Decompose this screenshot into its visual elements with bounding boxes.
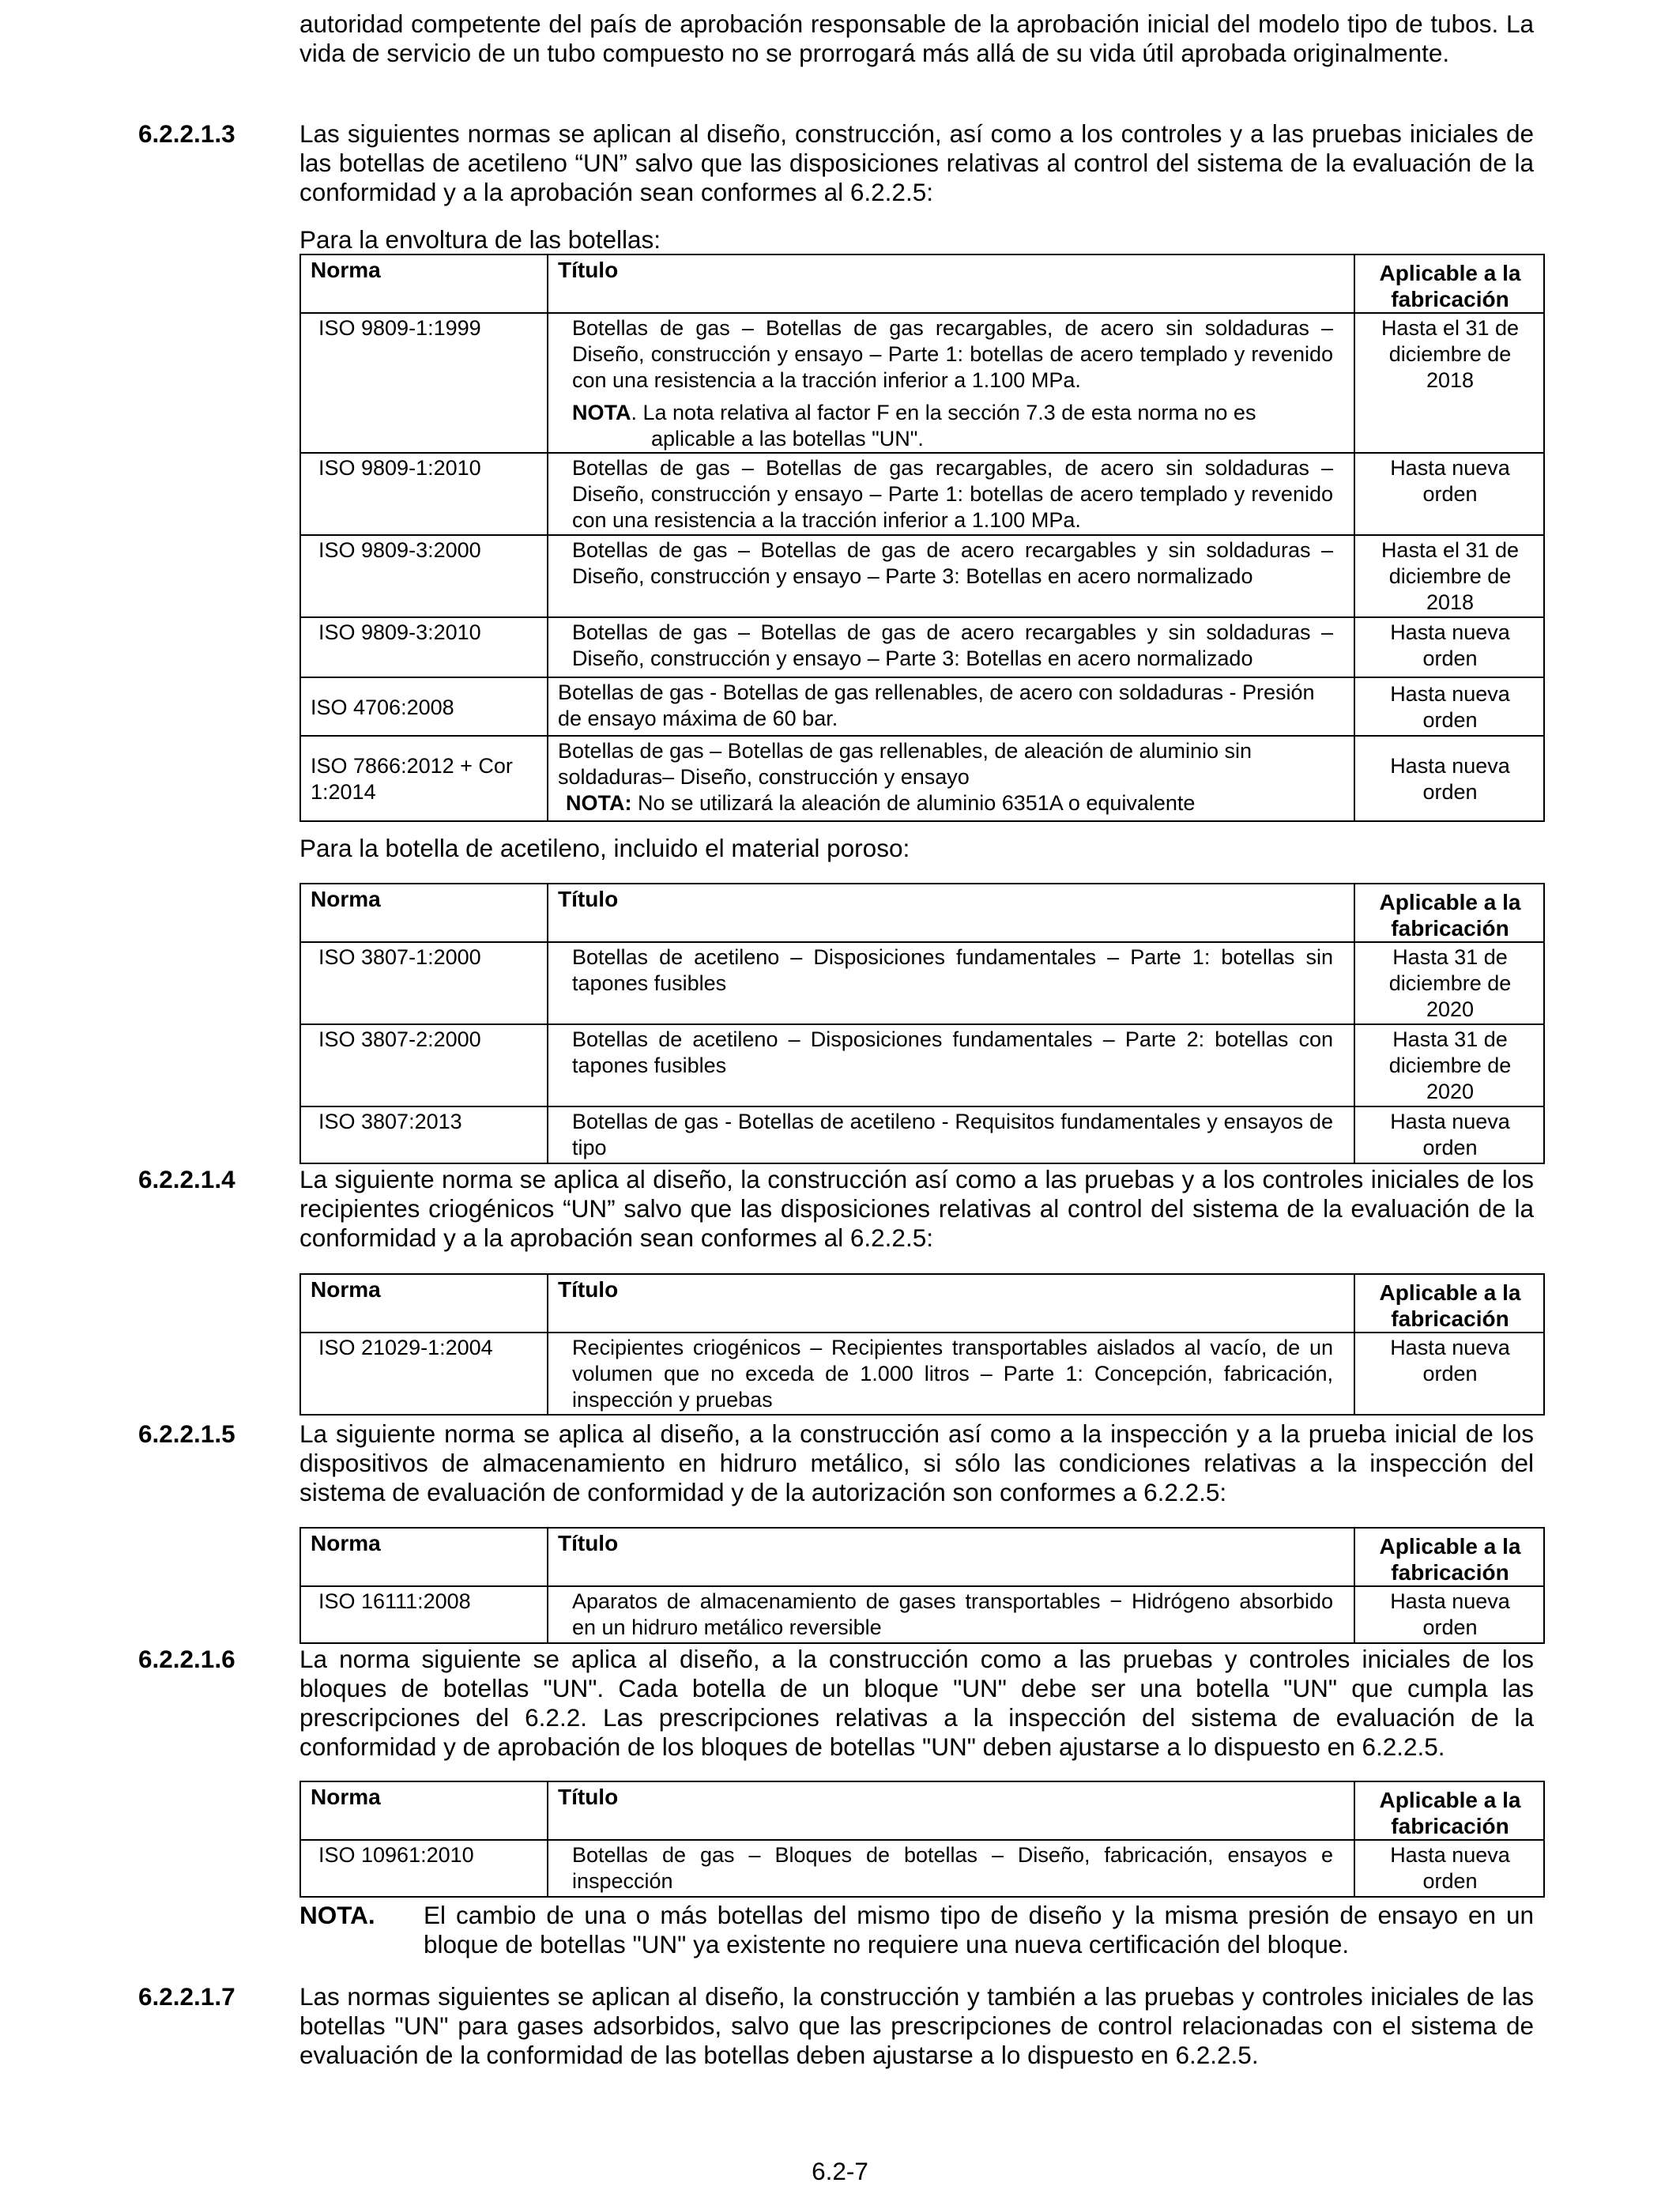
- norma-cell: ISO 3807-1:2000: [300, 942, 548, 1024]
- table-header-row: [300, 1528, 1544, 1586]
- row-note: [558, 791, 1195, 815]
- table-row: [300, 535, 1544, 617]
- aplicable-cell: Hasta nueva orden: [1354, 1586, 1544, 1643]
- titulo-cell: Botellas de gas – Botellas de gas de acero recargables y sin soldaduras – Diseño, construcción y ensayo – Parte 3: Botellas en acero normalizado: [548, 617, 1354, 677]
- titulo-text: Botellas de gas – Botellas de gas recargables, de acero sin soldaduras – Diseño, construcción y ensayo – Parte 1: botellas de acero templado y revenido con una resistencia a la tracción inferior a 1.100 MPa.: [572, 316, 1333, 392]
- norma-cell: ISO 21029-1:2004: [300, 1333, 548, 1415]
- table-row: [300, 1333, 1544, 1415]
- section-number-6-2-2-1-3: 6.2.2.1.3: [138, 119, 235, 148]
- table-acetylene: [299, 883, 1545, 1164]
- aplicable-cell: Hasta el 31 de diciembre de 2018: [1354, 535, 1544, 617]
- table-row: [300, 453, 1544, 535]
- norma-cell: ISO 9809-1:1999: [300, 313, 548, 453]
- titulo-cell: Botellas de gas - Botellas de gas rellenables, de acero con soldaduras - Presión de ensayo máxima de 60 bar.: [548, 677, 1354, 736]
- header-titulo: Título: [548, 1528, 1354, 1586]
- header-aplicable: Aplicable a la fabricación: [1354, 1274, 1544, 1333]
- titulo-cell: Aparatos de almacenamiento de gases transportables − Hidrógeno absorbido en un hidruro metálico reversible: [548, 1586, 1354, 1643]
- note-text: No se utilizará la aleación de aluminio 6351A o equivalente: [631, 791, 1196, 815]
- titulo-cell: Botellas de gas - Botellas de acetileno - Requisitos fundamentales y ensayos de tipo: [548, 1106, 1354, 1163]
- note-text: . La nota relativa al factor F en la sección 7.3 de esta norma no es: [631, 401, 1256, 424]
- norma-cell: ISO 4706:2008: [300, 677, 548, 736]
- norma-cell: ISO 3807-2:2000: [300, 1024, 548, 1106]
- norma-cell: ISO 3807:2013: [300, 1106, 548, 1163]
- header-norma: Norma: [300, 254, 548, 313]
- norma-cell: ISO 9809-3:2010: [300, 617, 548, 677]
- bundle-note-text: El cambio de una o más botellas del mismo tipo de diseño y la misma presión de ensayo en un bloque de botellas "UN" ya existente no requiere una nueva certificación del bloque.: [424, 1901, 1534, 1958]
- aplicable-cell: Hasta nueva orden: [1354, 617, 1544, 677]
- norma-cell: ISO 9809-3:2000: [300, 535, 548, 617]
- table-cryogenic: [299, 1273, 1545, 1416]
- header-titulo: Título: [548, 884, 1354, 942]
- lead-acetylene: Para la botella de acetileno, incluido el material poroso:: [299, 834, 910, 862]
- section-text-6-2-2-1-5: La siguiente norma se aplica al diseño, a la construcción así como a la inspección y a la prueba inicial de los dispositivos de almacenamiento en hidruro metálico, si sólo las condiciones relativas a la inspección del sistema de evaluación de conformidad y de la autorización son conformes a 6.2.2.5:: [299, 1419, 1534, 1506]
- titulo-cell: Recipientes criogénicos – Recipientes transportables aislados al vacío, de un volumen que no exceda de 1.000 litros – Parte 1: Concepción, fabricación, inspección y pruebas: [548, 1333, 1354, 1415]
- table-metal-hydride: [299, 1527, 1545, 1644]
- table-row: [300, 736, 1544, 821]
- titulo-cell: Botellas de gas – Bloques de botellas – Diseño, fabricación, ensayos e inspección: [548, 1840, 1354, 1897]
- titulo-cell: [548, 736, 1354, 821]
- section-text-6-2-2-1-3: Las siguientes normas se aplican al diseño, construcción, así como a los controles y a las pruebas iniciales de las botellas de acetileno “UN” salvo que las disposiciones relativas al control del sistema de la evaluación de la conformidad y a la aprobación sean conformes al 6.2.2.5:: [299, 119, 1534, 206]
- table-header-row: [300, 254, 1544, 313]
- norma-cell: ISO 7866:2012 + Cor 1:2014: [300, 736, 548, 821]
- note-label: NOTA:: [566, 791, 632, 815]
- section-number-6-2-2-1-6: 6.2.2.1.6: [138, 1645, 235, 1673]
- table-row: [300, 1024, 1544, 1106]
- header-titulo: Título: [548, 1274, 1354, 1333]
- bundle-note: [299, 1901, 1534, 1959]
- aplicable-cell: Hasta nueva orden: [1354, 1333, 1544, 1415]
- table-row: [300, 1840, 1544, 1897]
- bundle-note-label: NOTA.: [299, 1901, 375, 1929]
- norma-cell: ISO 16111:2008: [300, 1586, 548, 1643]
- header-norma: Norma: [300, 1274, 548, 1333]
- table-row: [300, 677, 1544, 736]
- aplicable-cell: Hasta nueva orden: [1354, 453, 1544, 535]
- titulo-cell: Botellas de gas – Botellas de gas recargables, de acero sin soldaduras – Diseño, construcción y ensayo – Parte 1: botellas de acero templado y revenido con una resistencia a la tracción inferior a 1.100 MPa.: [548, 453, 1354, 535]
- header-aplicable: Aplicable a la fabricación: [1354, 1528, 1544, 1586]
- norma-cell: ISO 10961:2010: [300, 1840, 548, 1897]
- table-row: [300, 617, 1544, 677]
- header-norma: Norma: [300, 1781, 548, 1840]
- table-row: [300, 1586, 1544, 1643]
- table-header-row: [300, 1274, 1544, 1333]
- lead-shell: Para la envoltura de las botellas:: [299, 225, 661, 254]
- titulo-cell: [548, 313, 1354, 453]
- titulo-text: Botellas de gas – Botellas de gas rellenables, de aleación de aluminio sin soldaduras– Diseño, construcción y ensayo: [558, 739, 1252, 789]
- titulo-cell: Botellas de gas – Botellas de gas de acero recargables y sin soldaduras – Diseño, construcción y ensayo – Parte 3: Botellas en acero normalizado: [548, 535, 1354, 617]
- table-row: [300, 1106, 1544, 1163]
- row-note: [572, 400, 1333, 426]
- header-titulo: Título: [548, 1781, 1354, 1840]
- table-row: [300, 313, 1544, 453]
- section-number-6-2-2-1-4: 6.2.2.1.4: [138, 1165, 235, 1193]
- norma-cell: ISO 9809-1:2010: [300, 453, 548, 535]
- section-text-6-2-2-1-6: La norma siguiente se aplica al diseño, a la construcción como a las pruebas y controles iniciales de los bloques de botellas "UN". Cada botella de un bloque "UN" debe ser una botella "UN" que cumpla las prescripciones del 6.2.2. Las prescripciones relativas a la inspección del sistema de evaluación de la conformidad y de aprobación de los bloques de botellas "UN" deben ajustarse a lo dispuesto en 6.2.2.5.: [299, 1645, 1534, 1761]
- aplicable-cell: Hasta nueva orden: [1354, 736, 1544, 821]
- section-number-6-2-2-1-7: 6.2.2.1.7: [138, 1982, 235, 2011]
- section-text-6-2-2-1-4: La siguiente norma se aplica al diseño, la construcción así como a las pruebas y a los controles iniciales de los recipientes criogénicos “UN” salvo que las disposiciones relativas al control del sistema de la evaluación de la conformidad y a la aprobación sean conformes al 6.2.2.5:: [299, 1165, 1534, 1252]
- aplicable-cell: Hasta nueva orden: [1354, 1840, 1544, 1897]
- aplicable-cell: Hasta nueva orden: [1354, 1106, 1544, 1163]
- row-note-continuation: aplicable a las botellas "UN".: [651, 427, 924, 450]
- aplicable-cell: Hasta 31 de diciembre de 2020: [1354, 1024, 1544, 1106]
- section-number-6-2-2-1-5: 6.2.2.1.5: [138, 1419, 235, 1448]
- aplicable-cell: Hasta 31 de diciembre de 2020: [1354, 942, 1544, 1024]
- intro-continuation: autoridad competente del país de aprobación responsable de la aprobación inicial del modelo tipo de tubos. La vida de servicio de un tubo compuesto no se prorrogará más allá de su vida útil aprobada originalmente.: [299, 9, 1534, 67]
- titulo-cell: Botellas de acetileno – Disposiciones fundamentales – Parte 1: botellas sin tapones fusibles: [548, 942, 1354, 1024]
- page-number: 6.2-7: [812, 2157, 868, 2185]
- note-label: NOTA: [572, 401, 631, 424]
- table-header-row: [300, 1781, 1544, 1840]
- titulo-cell: Botellas de acetileno – Disposiciones fundamentales – Parte 2: botellas con tapones fusibles: [548, 1024, 1354, 1106]
- header-titulo: Título: [548, 254, 1354, 313]
- table-header-row: [300, 884, 1544, 942]
- header-aplicable: Aplicable a la fabricación: [1354, 884, 1544, 942]
- header-norma: Norma: [300, 1528, 548, 1586]
- aplicable-cell: Hasta el 31 de diciembre de 2018: [1354, 313, 1544, 453]
- table-cylinder-shell: [299, 254, 1545, 822]
- table-bundles: [299, 1781, 1545, 1898]
- aplicable-cell: Hasta nueva orden: [1354, 677, 1544, 736]
- header-norma: Norma: [300, 884, 548, 942]
- table-row: [300, 942, 1544, 1024]
- header-aplicable: Aplicable a la fabricación: [1354, 254, 1544, 313]
- header-aplicable: Aplicable a la fabricación: [1354, 1781, 1544, 1840]
- section-text-6-2-2-1-7: Las normas siguientes se aplican al diseño, la construcción y también a las pruebas y controles iniciales de las botellas "UN" para gases adsorbidos, salvo que las prescripciones de control relacionadas con el sistema de evaluación de la conformidad de las botellas deben ajustarse a lo dispuesto en 6.2.2.5.: [299, 1982, 1534, 2069]
